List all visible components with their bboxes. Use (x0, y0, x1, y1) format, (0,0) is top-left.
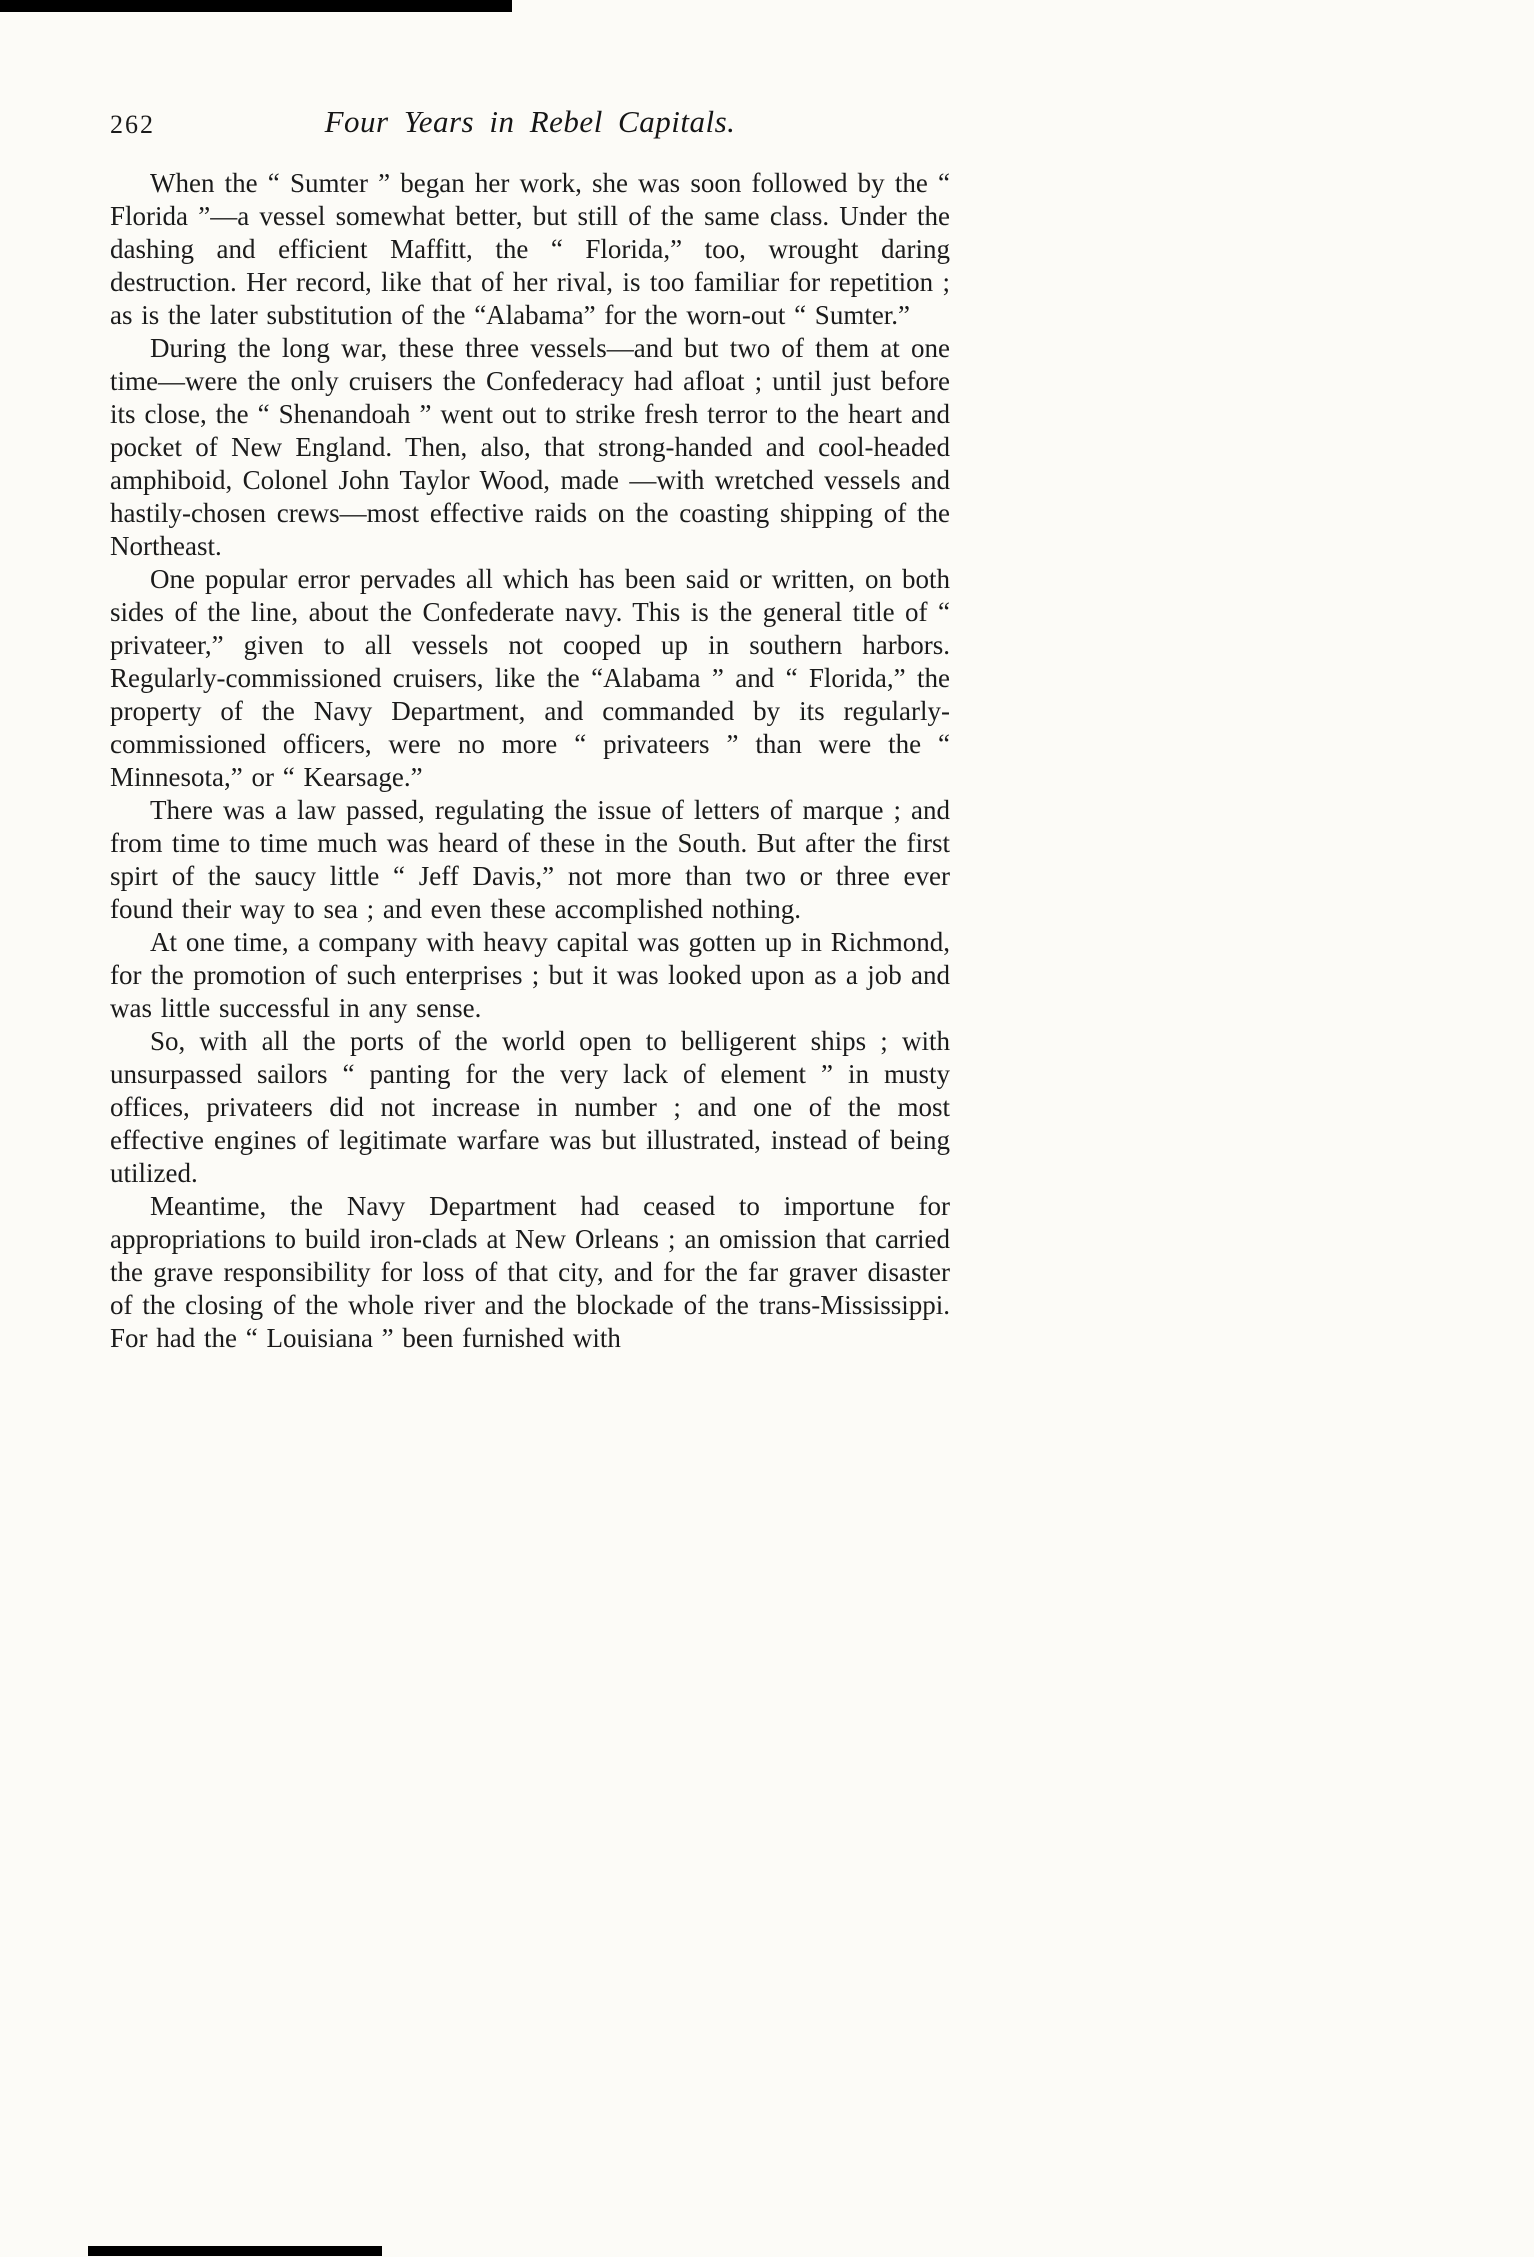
paragraph: Meantime, the Navy Department had ceased to importune for appropriations to build iron-clads at New Orleans ; an omission that carried the grave responsibility for loss of that city, and for the far graver disaster of the closing of the whole river and the blockade of the trans-Mississippi. For had the “ Louisiana ” been furnished with (110, 1191, 950, 1353)
paragraph: During the long war, these three vessels—and but two of them at one time—were the only cruisers the Confederacy had afloat ; until just before its close, the “ Shenandoah ” went out to strike fresh terror to the heart and pocket of New England. Then, also, that strong-handed and cool-headed amphiboid, Colonel John Taylor Wood, made —with wretched vessels and hastily-chosen crews—most effective raids on the coasting shipping of the Northeast. (110, 333, 950, 561)
scan-artifact-bottom (88, 2246, 382, 2256)
paragraph: One popular error pervades all which has been said or written, on both sides of the line, about the Confederate navy. This is the general title of “ privateer,” given to all vessels not cooped up in southern harbors. Regularly-commissioned cruisers, like the “Alabama ” and “ Florida,” the property of the Navy Department, and commanded by its regularly-commissioned officers, were no more “ privateers ” than were the “ Minnesota,” or “ Kearsage.” (110, 564, 950, 792)
paragraph: So, with all the ports of the world open to belligerent ships ; with unsurpassed sailors “ panting for the very lack of element ” in musty offices, privateers did not increase in number ; and one of the most effective engines of legitimate warfare was but illustrated, instead of being utilized. (110, 1026, 950, 1188)
paragraph: There was a law passed, regulating the issue of letters of marque ; and from time to time much was heard of these in the South. But after the first spirt of the saucy little “ Jeff Davis,” not more than two or three ever found their way to sea ; and even these accomplished nothing. (110, 795, 950, 924)
scan-artifact-top (0, 0, 512, 12)
running-title: Four Years in Rebel Capitals. (324, 104, 736, 139)
running-header (110, 104, 950, 148)
page-number: 262 (110, 110, 155, 139)
paragraph: When the “ Sumter ” began her work, she was soon followed by the “ Florida ”—a vessel somewhat better, but still of the same class. Under the dashing and efficient Maffitt, the “ Florida,” too, wrought daring destruction. Her record, like that of her rival, is too familiar for repetition ; as is the later substitution of the “Alabama” for the worn-out “ Sumter.” (110, 168, 950, 330)
body-text (110, 167, 950, 1355)
paragraph: At one time, a company with heavy capital was gotten up in Richmond, for the promotion of such enterprises ; but it was looked upon as a job and was little successful in any sense. (110, 927, 950, 1023)
